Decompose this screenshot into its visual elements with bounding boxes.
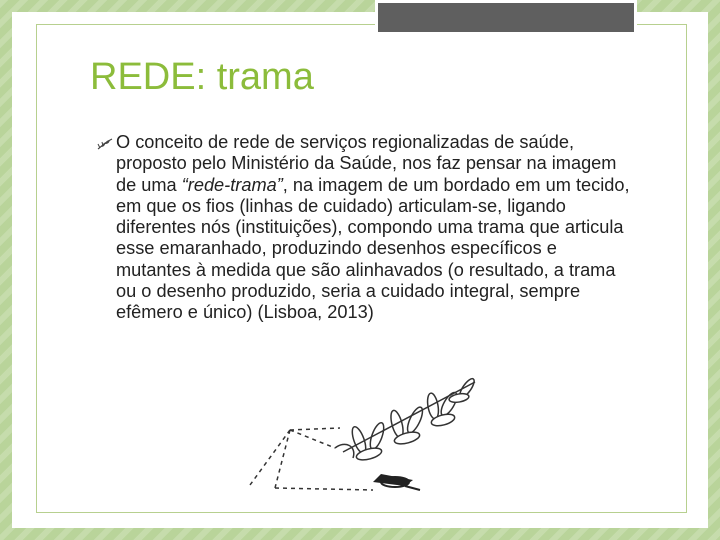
slide-body-text [116, 132, 636, 324]
body-text-emphasis: “rede-trama” [181, 174, 283, 195]
body-text-part2: , na imagem de um bordado em um tecido, em que os fios (linhas de cuidado) articulam-se, ligando diferentes nós (instituições), compondo uma trama que articula esse emaranhado, produzindo desenhos específicos e mutantes à medida que são alinhavados (o resultado, a trama ou o desenho produzido, seria a cuidado integral, sempre efêmero e único) (Lisboa, 2013) [116, 174, 630, 323]
decorative-tab [375, 0, 637, 35]
embroidery-needle-thread-drawing [245, 370, 485, 510]
needle-icon [373, 474, 420, 490]
body-text-part1: O conceito de rede de serviços regionalizadas de saúde, proposto pelo Ministério da Saúde, nos faz pensar na imagem de uma [116, 132, 617, 195]
embroidered-leaves [335, 377, 477, 462]
leaf-bullet-icon [97, 138, 113, 150]
slide-title: REDE: trama [90, 56, 314, 98]
